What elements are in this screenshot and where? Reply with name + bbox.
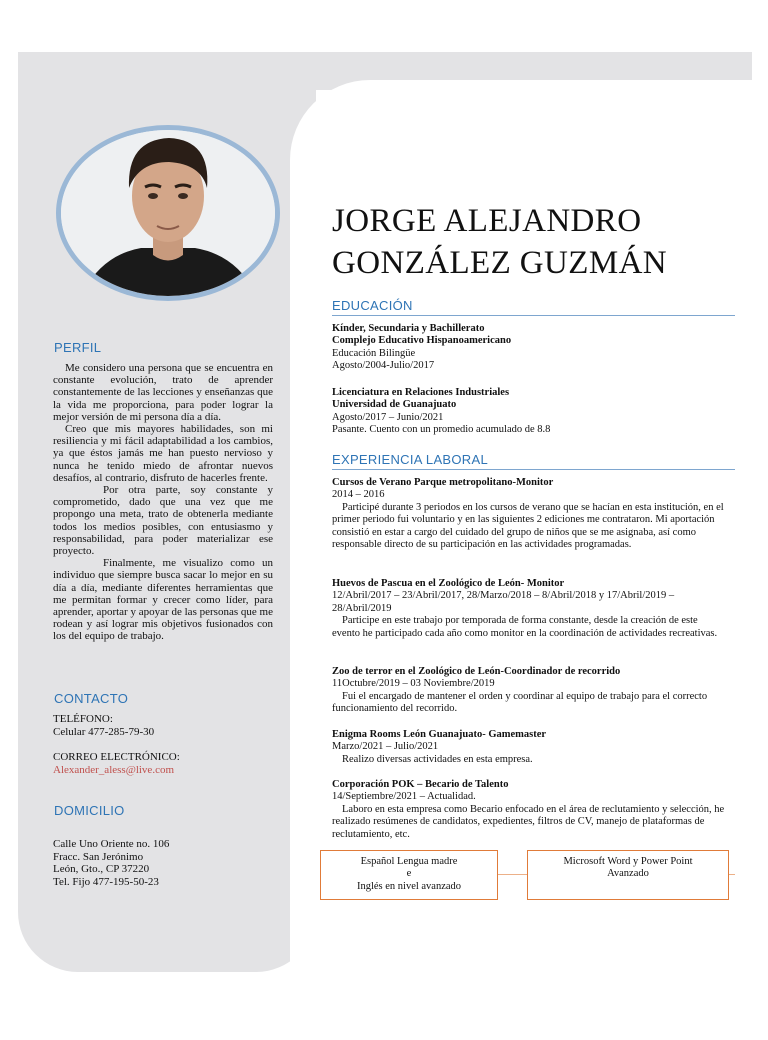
perfil-paragraph: Creo que mis mayores habilidades, son mi resiliencia y mi fácil adaptabilidad a los cambios, ya que éstos jamás me han puesto nervioso y nunca he tenido miedo de afrontar nuevos desafíos, al contrario, disfruto de hacerles frente. xyxy=(53,423,273,484)
full-name xyxy=(332,200,752,284)
experience-item xyxy=(332,729,727,766)
address-line: Tel. Fijo 477-195-50-23 xyxy=(53,875,159,888)
skill-line: e xyxy=(406,868,412,880)
address-line: León, Gto., CP 37220 xyxy=(53,863,150,876)
software-skill-box xyxy=(527,850,729,900)
experience-dates: 12/Abril/2017 – 23/Abril/2017, 28/Marzo/2018 – 8/Abril/2018 y 17/Abril/2019 – 28/Abril/2019 xyxy=(332,590,675,614)
perfil-paragraph: Me considero una persona que se encuentra en constante evolución, trato de aprender constantemente de las lecciones y enseñanzas que la vida me proporciona, para poder lograr la mejor versión de mi persona día a día. xyxy=(53,362,273,423)
domicilio-block xyxy=(53,838,273,888)
email-label: CORREO ELECTRÓNICO: xyxy=(53,751,180,764)
education-school: Universidad de Guanajuato xyxy=(332,399,457,411)
experience-item xyxy=(332,779,727,841)
profile-photo xyxy=(56,125,280,301)
address-line: Calle Uno Oriente no. 106 xyxy=(53,838,170,850)
phone-value: Celular 477-285-79-30 xyxy=(53,725,155,738)
experiencia-heading: EXPERIENCIA LABORAL xyxy=(332,452,735,470)
experience-dates: 2014 – 2016 xyxy=(332,489,385,501)
skill-line: Inglés en nivel avanzado xyxy=(356,880,462,892)
educacion-heading: EDUCACIÓN xyxy=(332,298,735,316)
education-school: Complejo Educativo Hispanoamericano xyxy=(332,335,512,347)
language-skill-box xyxy=(320,850,498,900)
perfil-heading: PERFIL xyxy=(54,340,102,355)
education-dates: Agosto/2017 – Junio/2021 xyxy=(332,411,444,423)
domicilio-heading: DOMICILIO xyxy=(54,803,125,818)
experience-dates: 11Octubre/2019 – 03 Noviembre/2019 xyxy=(332,678,495,690)
experience-desc: Laboro en esta empresa como Becario enfocado en el área de reclutamiento y selección, he realizado resúmenes de candidatos, expedientes, filtros de CV, manejo de plataformas de reclutamiento, etc. xyxy=(332,803,725,840)
education-note: Educación Bilingüe xyxy=(332,347,416,359)
education-dates: Agosto/2004-Julio/2017 xyxy=(332,360,435,372)
experience-desc: Realizo diversas actividades en esta empresa. xyxy=(342,753,533,765)
experience-title: Cursos de Verano Parque metropolitano-Monitor xyxy=(332,477,554,488)
name-line-2: GONZÁLEZ GUZMÁN xyxy=(332,245,668,281)
education-degree: Kínder, Secundaria y Bachillerato xyxy=(332,323,485,334)
email-link[interactable]: Alexander_aless@live.com xyxy=(53,763,175,776)
phone-label: TELÉFONO: xyxy=(53,713,113,725)
experience-title: Zoo de terror en el Zoológico de León-Coordinador de recorrido xyxy=(332,666,621,677)
perfil-text xyxy=(53,362,273,643)
experience-item xyxy=(332,477,727,551)
education-item xyxy=(332,387,727,437)
perfil-paragraph: Por otra parte, soy constante y comprometido, dado que una vez que me propongo una meta, trato de obtenerla mediante todos los medios posibles, con entusiasmo y responsabilidad, para poder materializar ese proyecto. xyxy=(53,484,273,558)
experience-desc: Participé durante 3 periodos en los cursos de verano que se hacían en esta institución, en el primer periodo fui voluntario y en las siguientes 2 ediciones me contrataron. Mi aportación consistió en estar a cargo del cuidado del grupo de niños que se me asignaba, así como responsable directo de su participación en las actividades programadas. xyxy=(332,501,724,551)
experience-item xyxy=(332,578,727,640)
experience-item xyxy=(332,666,727,716)
experience-dates: Marzo/2021 – Julio/2021 xyxy=(332,741,439,753)
experience-title: Corporación POK – Becario de Talento xyxy=(332,779,509,790)
contacto-block xyxy=(53,713,273,776)
experience-desc: Fui el encargado de mantener el orden y coordinar al equipo de trabajo para el correcto funcionamiento del recorrido. xyxy=(332,690,708,715)
experience-desc: Participe en este trabajo por temporada de forma constante, desde la creación de este evento he participado cada año como monitor en la coordinación de actividades recreativas. xyxy=(332,615,718,639)
contacto-heading: CONTACTO xyxy=(54,691,129,706)
skill-line: Avanzado xyxy=(607,868,649,880)
address-line: Fracc. San Jerónimo xyxy=(53,850,144,863)
experience-dates: 14/Septiembre/2021 – Actualidad. xyxy=(332,791,476,803)
education-note: Pasante. Cuento con un promedio acumulado de 8.8 xyxy=(332,424,551,436)
perfil-paragraph: Finalmente, me visualizo como un individuo que siempre busca sacar lo mejor en su día a día, mediante diferentes herramientas que me permitan formar y crecer como líder, para aprender, aportar y apoyar de las personas que me rodean y así lograr mis objetivos fusionados con los del equipo de trabajo. xyxy=(53,557,273,643)
skill-line: Microsoft Word y Power Point xyxy=(563,856,693,867)
education-degree: Licenciatura en Relaciones Industriales xyxy=(332,387,510,398)
experience-title: Huevos de Pascua en el Zoológico de León- Monitor xyxy=(332,578,565,589)
experience-title: Enigma Rooms León Guanajuato- Gamemaster xyxy=(332,729,547,740)
name-line-1: JORGE ALEJANDRO xyxy=(332,203,642,239)
education-item xyxy=(332,323,727,373)
skill-line: Español Lengua madre xyxy=(360,856,458,867)
